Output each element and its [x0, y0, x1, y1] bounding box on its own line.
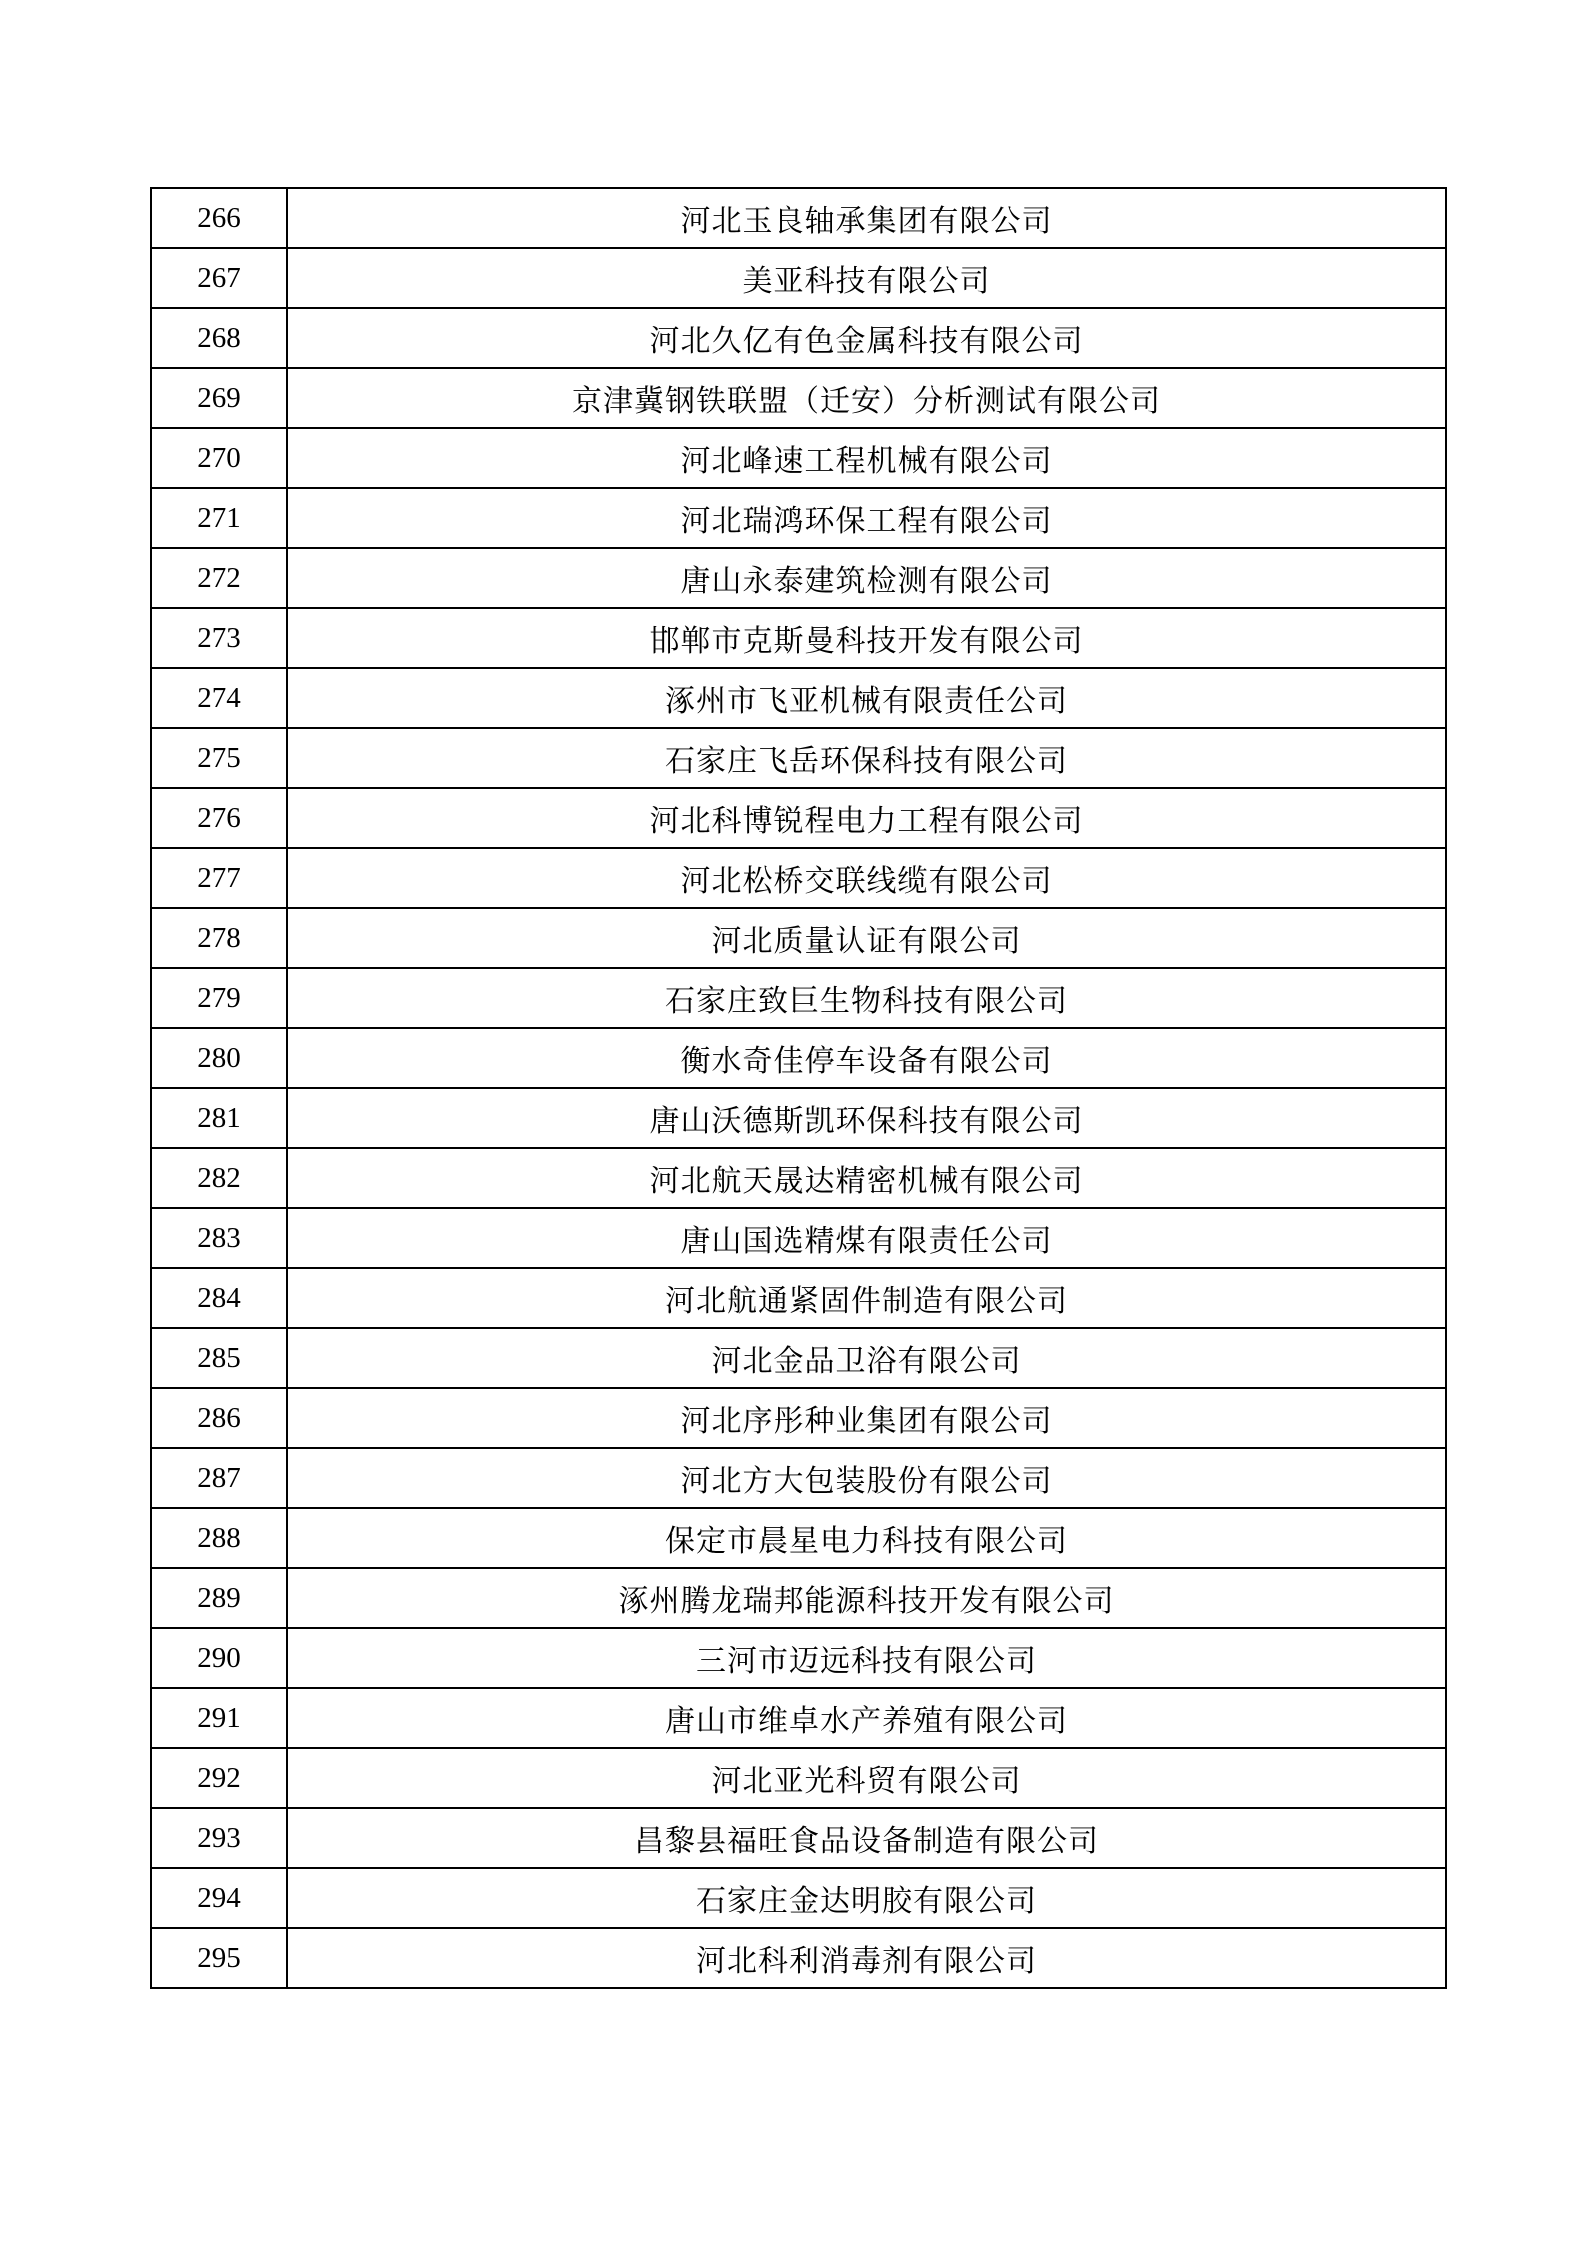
- row-number: 286: [151, 1388, 287, 1448]
- row-number: 277: [151, 848, 287, 908]
- company-name: 美亚科技有限公司: [287, 248, 1446, 308]
- table-row: [151, 1208, 1446, 1268]
- row-number: 275: [151, 728, 287, 788]
- row-number: 285: [151, 1328, 287, 1388]
- table-row: [151, 668, 1446, 728]
- company-name: 石家庄致巨生物科技有限公司: [287, 968, 1446, 1028]
- company-name: 三河市迈远科技有限公司: [287, 1628, 1446, 1688]
- row-number: 281: [151, 1088, 287, 1148]
- table-row: [151, 188, 1446, 248]
- row-number: 270: [151, 428, 287, 488]
- table-row: [151, 1448, 1446, 1508]
- table-row: [151, 788, 1446, 848]
- table-row: [151, 968, 1446, 1028]
- company-name: 河北金品卫浴有限公司: [287, 1328, 1446, 1388]
- row-number: 294: [151, 1868, 287, 1928]
- table-row: [151, 1388, 1446, 1448]
- row-number: 279: [151, 968, 287, 1028]
- company-name: 唐山沃德斯凯环保科技有限公司: [287, 1088, 1446, 1148]
- company-name: 唐山市维卓水产养殖有限公司: [287, 1688, 1446, 1748]
- company-name: 河北松桥交联线缆有限公司: [287, 848, 1446, 908]
- company-name: 河北航天晟达精密机械有限公司: [287, 1148, 1446, 1208]
- company-name: 衡水奇佳停车设备有限公司: [287, 1028, 1446, 1088]
- row-number: 293: [151, 1808, 287, 1868]
- row-number: 278: [151, 908, 287, 968]
- company-name: 河北久亿有色金属科技有限公司: [287, 308, 1446, 368]
- row-number: 291: [151, 1688, 287, 1748]
- company-name: 河北质量认证有限公司: [287, 908, 1446, 968]
- row-number: 271: [151, 488, 287, 548]
- company-name: 河北峰速工程机械有限公司: [287, 428, 1446, 488]
- company-name: 河北序彤种业集团有限公司: [287, 1388, 1446, 1448]
- table-row: [151, 1508, 1446, 1568]
- table-row: [151, 1628, 1446, 1688]
- table-row: [151, 1088, 1446, 1148]
- company-list-table: [150, 187, 1447, 1989]
- table-row: [151, 488, 1446, 548]
- table-row: [151, 1328, 1446, 1388]
- table-row: [151, 1268, 1446, 1328]
- table-row: [151, 728, 1446, 788]
- table-row: [151, 1688, 1446, 1748]
- company-name: 河北玉良轴承集团有限公司: [287, 188, 1446, 248]
- company-name: 邯郸市克斯曼科技开发有限公司: [287, 608, 1446, 668]
- table-row: [151, 1148, 1446, 1208]
- table-row: [151, 848, 1446, 908]
- table-row: [151, 368, 1446, 428]
- table-row: [151, 1568, 1446, 1628]
- row-number: 290: [151, 1628, 287, 1688]
- row-number: 295: [151, 1928, 287, 1988]
- row-number: 267: [151, 248, 287, 308]
- table-row: [151, 1748, 1446, 1808]
- table-row: [151, 1868, 1446, 1928]
- row-number: 280: [151, 1028, 287, 1088]
- table-row: [151, 1028, 1446, 1088]
- row-number: 283: [151, 1208, 287, 1268]
- table-row: [151, 248, 1446, 308]
- row-number: 292: [151, 1748, 287, 1808]
- company-name: 河北亚光科贸有限公司: [287, 1748, 1446, 1808]
- company-name: 河北科博锐程电力工程有限公司: [287, 788, 1446, 848]
- row-number: 268: [151, 308, 287, 368]
- company-name: 河北瑞鸿环保工程有限公司: [287, 488, 1446, 548]
- table-row: [151, 608, 1446, 668]
- company-name: 昌黎县福旺食品设备制造有限公司: [287, 1808, 1446, 1868]
- company-name: 涿州腾龙瑞邦能源科技开发有限公司: [287, 1568, 1446, 1628]
- row-number: 274: [151, 668, 287, 728]
- company-name: 唐山国选精煤有限责任公司: [287, 1208, 1446, 1268]
- company-name: 保定市晨星电力科技有限公司: [287, 1508, 1446, 1568]
- row-number: 287: [151, 1448, 287, 1508]
- row-number: 266: [151, 188, 287, 248]
- company-name: 河北航通紧固件制造有限公司: [287, 1268, 1446, 1328]
- table-row: [151, 1808, 1446, 1868]
- company-name: 京津冀钢铁联盟（迁安）分析测试有限公司: [287, 368, 1446, 428]
- row-number: 288: [151, 1508, 287, 1568]
- row-number: 276: [151, 788, 287, 848]
- row-number: 269: [151, 368, 287, 428]
- company-name: 河北方大包装股份有限公司: [287, 1448, 1446, 1508]
- company-name: 涿州市飞亚机械有限责任公司: [287, 668, 1446, 728]
- row-number: 282: [151, 1148, 287, 1208]
- company-name: 石家庄飞岳环保科技有限公司: [287, 728, 1446, 788]
- table-row: [151, 428, 1446, 488]
- company-name: 唐山永泰建筑检测有限公司: [287, 548, 1446, 608]
- row-number: 289: [151, 1568, 287, 1628]
- company-list-body: [151, 188, 1446, 1988]
- company-name: 河北科利消毒剂有限公司: [287, 1928, 1446, 1988]
- table-row: [151, 548, 1446, 608]
- row-number: 273: [151, 608, 287, 668]
- table-row: [151, 908, 1446, 968]
- row-number: 272: [151, 548, 287, 608]
- table-row: [151, 308, 1446, 368]
- row-number: 284: [151, 1268, 287, 1328]
- table-row: [151, 1928, 1446, 1988]
- company-name: 石家庄金达明胶有限公司: [287, 1868, 1446, 1928]
